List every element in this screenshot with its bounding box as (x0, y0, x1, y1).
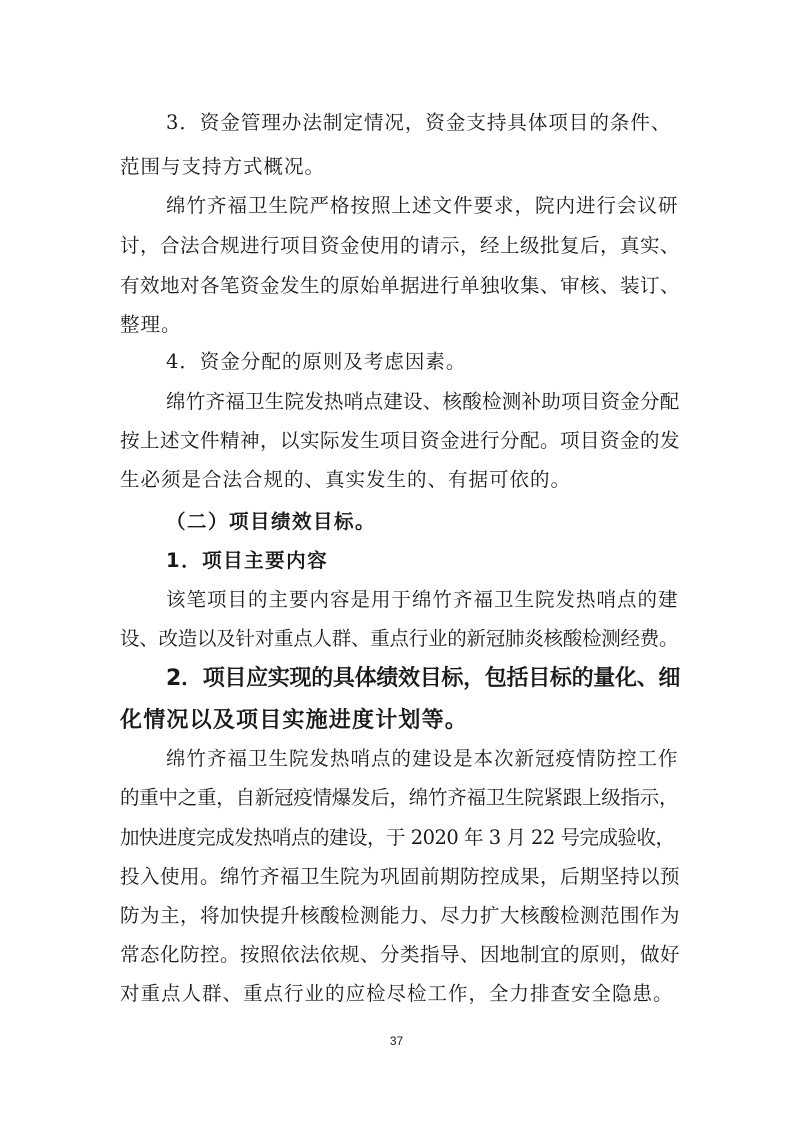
heading-item-3: 3．资金管理办法制定情况，资金支持具体项目的条件、 (166, 111, 672, 134)
paragraph-line: 设、改造以及针对重点人群、重点行业的新冠肺炎核酸检测经费。 (120, 627, 679, 650)
paragraph-line: 范围与支持方式概况。 (120, 155, 326, 178)
paragraph-line: 投入使用。绵竹齐福卫生院为巩固前期防控成果，后期坚持以预 (120, 865, 681, 888)
paragraph-line: 防为主，将加快提升核酸检测能力、尽力扩大核酸检测范围作为 (120, 904, 681, 927)
heading-item-4: 4．资金分配的原则及考虑因素。 (166, 350, 467, 373)
subheading-2-continued: 化情况以及项目实施进度计划等。 (120, 708, 469, 733)
paragraph-line: 对重点人群、重点行业的应检尽检工作，全力排查安全隐患。 (120, 982, 674, 1005)
paragraph-line: 绵竹齐福卫生院严格按照上述文件要求，院内进行会议研 (166, 194, 679, 217)
paragraph-line: 有效地对各笔资金发生的原始单据进行单独收集、审核、装订、 (120, 274, 681, 297)
paragraph-line: 整理。 (120, 313, 182, 336)
subheading-2: 2．项目应实现的具体绩效目标，包括目标的量化、细 (166, 666, 681, 691)
paragraph-line: 该笔项目的主要内容是用于绵竹齐福卫生院发热哨点的建 (166, 588, 679, 611)
paragraph-line: 绵竹齐福卫生院发热哨点建设、核酸检测补助项目资金分配 (166, 390, 680, 413)
paragraph-line: 加快进度完成发热哨点的建设，于 2020 年 3 月 22 号完成验收， (120, 826, 675, 849)
paragraph-line: 讨，合法合规进行项目资金使用的请示，经上级批复后，真实、 (120, 234, 681, 257)
paragraph-line: 常态化防控。按照依法依规、分类指导、因地制宜的原则，做好 (120, 943, 681, 966)
paragraph-line: 按上述文件精神，以实际发生项目资金进行分配。项目资金的发 (120, 429, 681, 452)
paragraph-line: 绵竹齐福卫生院发热哨点的建设是本次新冠疫情防控工作 (166, 747, 679, 770)
section-heading: （二）项目绩效目标。 (166, 510, 377, 533)
page-number: 37 (389, 1034, 404, 1048)
paragraph-line: 的重中之重，自新冠疫情爆发后，绵竹齐福卫生院紧跟上级指示， (120, 786, 679, 809)
subheading-1: 1．项目主要内容 (166, 549, 329, 572)
paragraph-line: 生必须是合法合规的、真实发生的、有据可依的。 (120, 468, 572, 491)
